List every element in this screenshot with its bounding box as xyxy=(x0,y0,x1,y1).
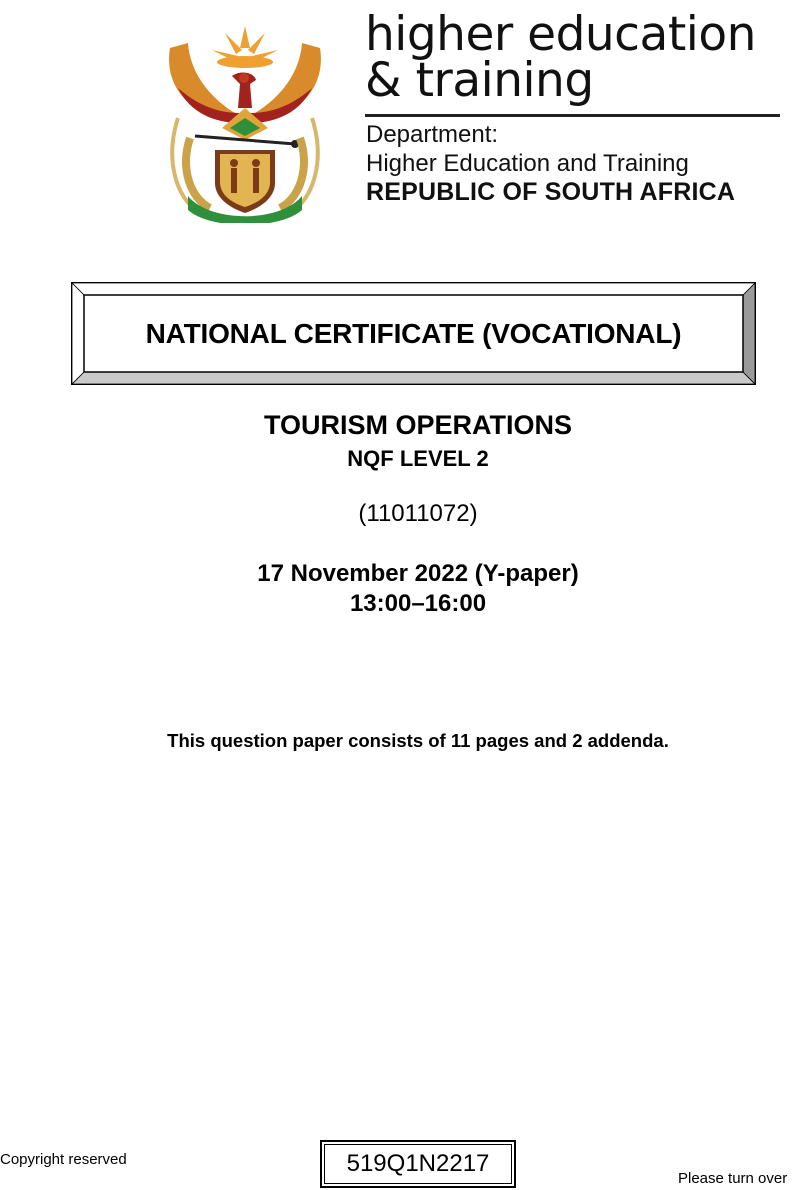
nqf-level: NQF LEVEL 2 xyxy=(347,446,489,471)
country-name: REPUBLIC OF SOUTH AFRICA xyxy=(366,178,736,206)
turn-over-notice: Please turn over xyxy=(678,1170,788,1187)
paper-code: 519Q1N2217 xyxy=(324,1144,512,1184)
subject-title: TOURISM OPERATIONS xyxy=(263,410,573,440)
department-label: Department: xyxy=(366,121,499,148)
certificate-title: NATIONAL CERTIFICATE (VOCATIONAL) xyxy=(145,317,682,349)
paper-code-box xyxy=(320,1140,516,1188)
department-block xyxy=(366,120,735,207)
brand-divider xyxy=(365,114,780,117)
copyright-notice: Copyright reserved xyxy=(0,1151,127,1168)
exam-time: 13:00–16:00 xyxy=(349,590,487,617)
subject-code: (11011072) xyxy=(358,500,478,527)
department-logo-text xyxy=(365,7,785,108)
coat-of-arms-icon xyxy=(160,18,330,223)
paper-info-note: This question paper consists of 11 pages and 2 addenda. xyxy=(167,730,669,751)
exam-date: 17 November 2022 (Y-paper) xyxy=(257,560,579,587)
certificate-title-box xyxy=(71,282,756,385)
brand-line-1: higher education xyxy=(365,7,756,62)
department-name: Higher Education and Training xyxy=(366,150,689,177)
brand-line-2: & training xyxy=(365,53,594,108)
